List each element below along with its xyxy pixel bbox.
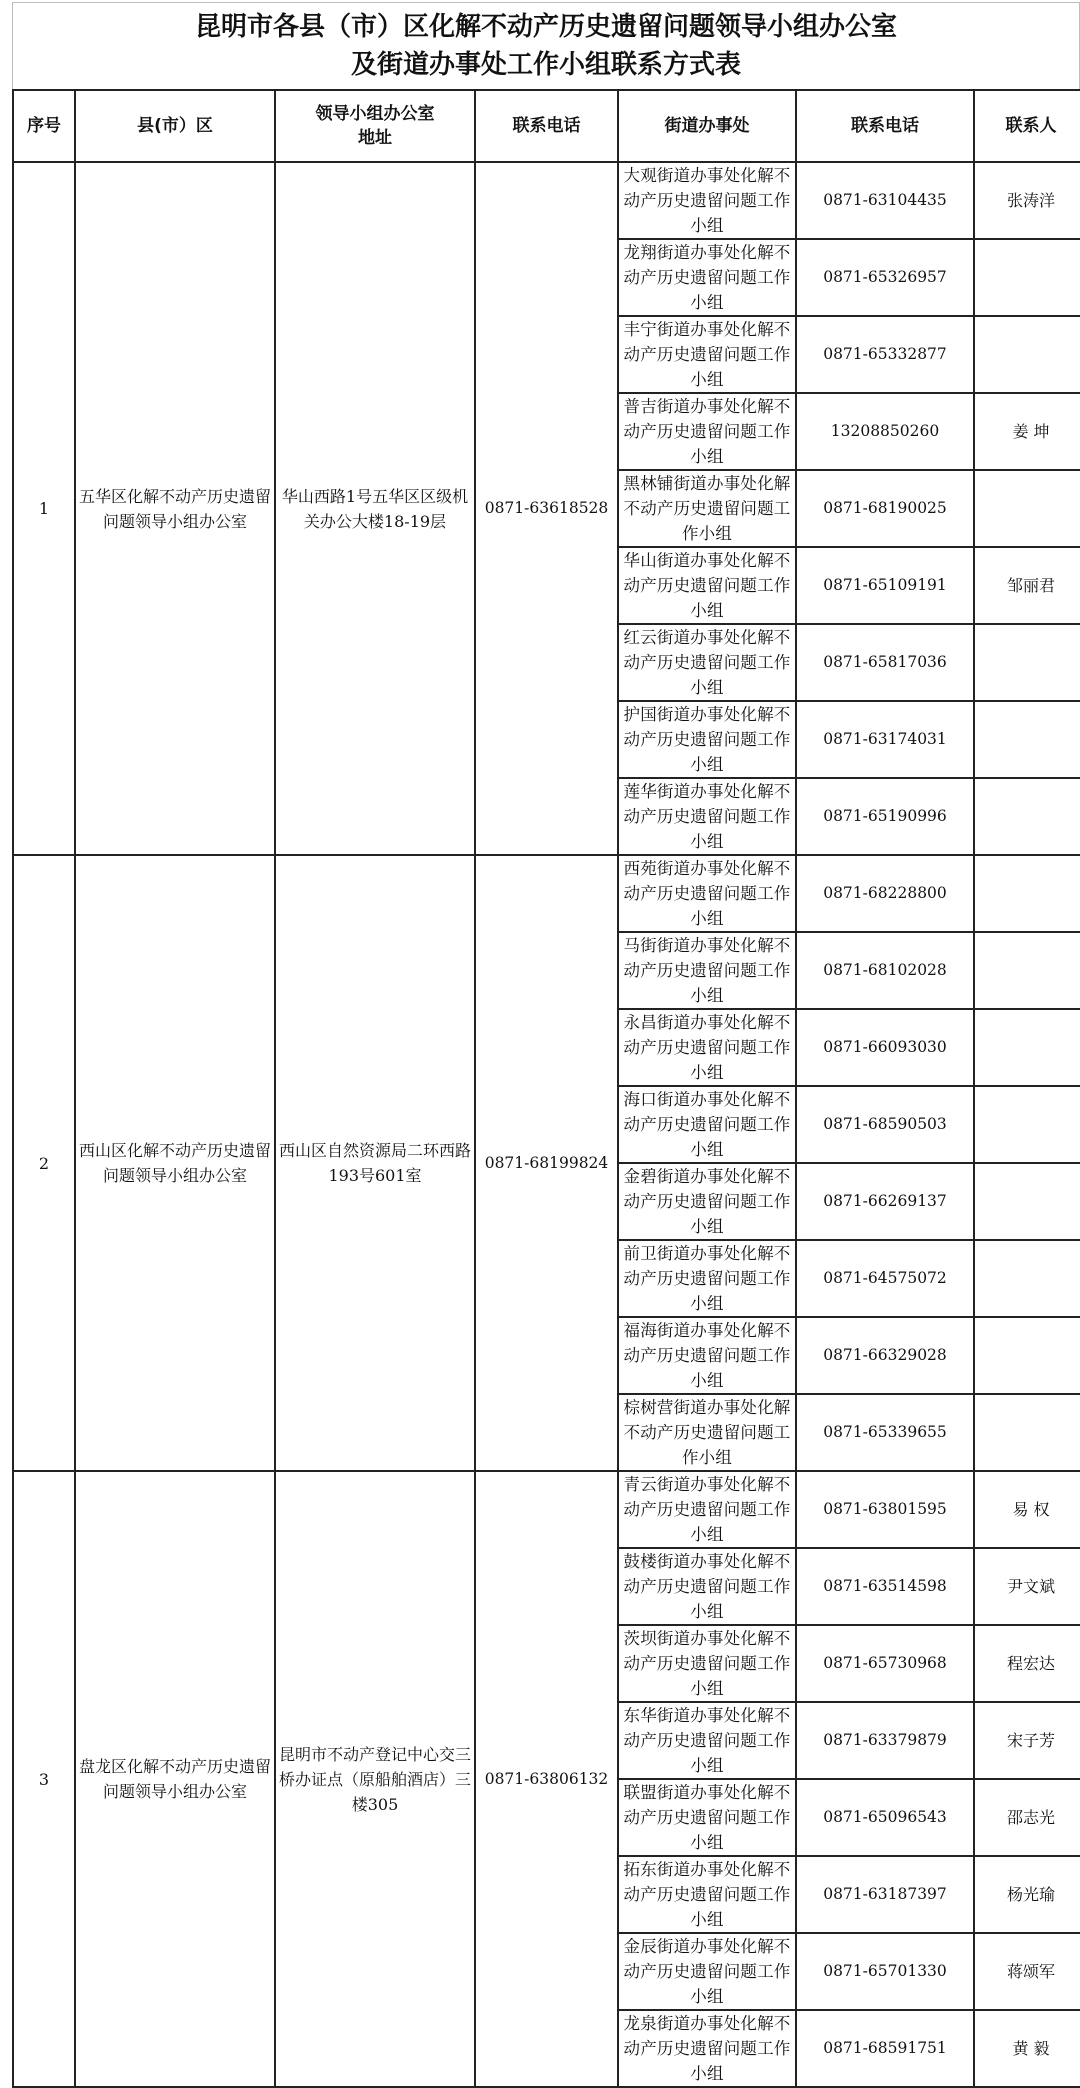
street-phone-cell: 0871-68102028 xyxy=(796,932,974,1009)
street-phone-cell: 0871-63104435 xyxy=(796,162,974,239)
contact-person-cell xyxy=(974,470,1080,547)
title-line-2: 及街道办事处工作小组联系方式表 xyxy=(350,50,741,80)
street-phone-cell: 0871-65701330 xyxy=(796,1933,974,2010)
contact-person-cell: 邹丽君 xyxy=(974,547,1080,624)
table-title xyxy=(12,2,1080,89)
street-name-cell: 龙翔街道办事处化解不动产历史遗留问题工作小组 xyxy=(618,239,796,316)
street-name-cell: 东华街道办事处化解不动产历史遗留问题工作小组 xyxy=(618,1702,796,1779)
contact-table-document xyxy=(12,2,1080,2083)
street-phone-cell: 0871-66329028 xyxy=(796,1317,974,1394)
contact-person-cell: 尹文斌 xyxy=(974,1548,1080,1625)
contact-person-cell: 黄 毅 xyxy=(974,2010,1080,2087)
street-name-cell: 莲华街道办事处化解不动产历史遗留问题工作小组 xyxy=(618,778,796,855)
street-phone-cell: 0871-63801595 xyxy=(796,1471,974,1548)
contact-person-cell xyxy=(974,701,1080,778)
office-address-cell: 华山西路1号五华区区级机关办公大楼18-19层 xyxy=(275,162,475,855)
contact-person-cell: 蒋颂军 xyxy=(974,1933,1080,2010)
street-name-cell: 普吉街道办事处化解不动产历史遗留问题工作小组 xyxy=(618,393,796,470)
group-index-cell: 2 xyxy=(13,855,75,1471)
contact-table xyxy=(12,89,1080,2088)
street-phone-cell: 0871-63514598 xyxy=(796,1548,974,1625)
table-row xyxy=(13,1471,1080,1548)
street-name-cell: 丰宁街道办事处化解不动产历史遗留问题工作小组 xyxy=(618,316,796,393)
office-phone-cell: 0871-63806132 xyxy=(475,1471,618,2087)
street-name-cell: 联盟街道办事处化解不动产历史遗留问题工作小组 xyxy=(618,1779,796,1856)
street-name-cell: 马街街道办事处化解不动产历史遗留问题工作小组 xyxy=(618,932,796,1009)
street-phone-cell: 0871-65339655 xyxy=(796,1394,974,1471)
street-phone-cell: 0871-63379879 xyxy=(796,1702,974,1779)
contact-person-cell: 宋子芳 xyxy=(974,1702,1080,1779)
street-phone-cell: 0871-65326957 xyxy=(796,239,974,316)
contact-person-cell xyxy=(974,624,1080,701)
table-body xyxy=(13,162,1080,2087)
street-phone-cell: 0871-68228800 xyxy=(796,855,974,932)
street-name-cell: 永昌街道办事处化解不动产历史遗留问题工作小组 xyxy=(618,1009,796,1086)
street-phone-cell: 0871-68591751 xyxy=(796,2010,974,2087)
street-phone-cell: 0871-65730968 xyxy=(796,1625,974,1702)
header-row xyxy=(13,90,1080,162)
street-phone-cell: 0871-65096543 xyxy=(796,1779,974,1856)
street-name-cell: 海口街道办事处化解不动产历史遗留问题工作小组 xyxy=(618,1086,796,1163)
contact-person-cell xyxy=(974,239,1080,316)
street-phone-cell: 0871-63187397 xyxy=(796,1856,974,1933)
header-contact: 联系人 xyxy=(974,90,1080,162)
district-name-cell: 盘龙区化解不动产历史遗留问题领导小组办公室 xyxy=(75,1471,275,2087)
street-name-cell: 西苑街道办事处化解不动产历史遗留问题工作小组 xyxy=(618,855,796,932)
street-name-cell: 华山街道办事处化解不动产历史遗留问题工作小组 xyxy=(618,547,796,624)
street-name-cell: 青云街道办事处化解不动产历史遗留问题工作小组 xyxy=(618,1471,796,1548)
contact-person-cell xyxy=(974,855,1080,932)
street-phone-cell: 0871-65332877 xyxy=(796,316,974,393)
contact-person-cell xyxy=(974,1086,1080,1163)
header-phone: 联系电话 xyxy=(475,90,618,162)
contact-person-cell xyxy=(974,778,1080,855)
street-phone-cell: 0871-64575072 xyxy=(796,1240,974,1317)
contact-person-cell: 杨光瑜 xyxy=(974,1856,1080,1933)
district-name-cell: 西山区化解不动产历史遗留问题领导小组办公室 xyxy=(75,855,275,1471)
street-phone-cell: 0871-66269137 xyxy=(796,1163,974,1240)
header-street-phone: 联系电话 xyxy=(796,90,974,162)
contact-person-cell xyxy=(974,1163,1080,1240)
street-phone-cell: 0871-68590503 xyxy=(796,1086,974,1163)
street-phone-cell: 0871-68190025 xyxy=(796,470,974,547)
header-district: 县(市）区 xyxy=(75,90,275,162)
street-name-cell: 茨坝街道办事处化解不动产历史遗留问题工作小组 xyxy=(618,1625,796,1702)
contact-person-cell: 张涛洋 xyxy=(974,162,1080,239)
contact-person-cell: 易 权 xyxy=(974,1471,1080,1548)
contact-person-cell xyxy=(974,316,1080,393)
street-name-cell: 龙泉街道办事处化解不动产历史遗留问题工作小组 xyxy=(618,2010,796,2087)
table-row xyxy=(13,162,1080,239)
group-index-cell: 3 xyxy=(13,1471,75,2087)
office-phone-cell: 0871-63618528 xyxy=(475,162,618,855)
street-name-cell: 大观街道办事处化解不动产历史遗留问题工作小组 xyxy=(618,162,796,239)
district-name-cell: 五华区化解不动产历史遗留问题领导小组办公室 xyxy=(75,162,275,855)
title-line-1: 昆明市各县（市）区化解不动产历史遗留问题领导小组办公室 xyxy=(194,12,897,42)
street-name-cell: 拓东街道办事处化解不动产历史遗留问题工作小组 xyxy=(618,1856,796,1933)
contact-person-cell xyxy=(974,1240,1080,1317)
contact-person-cell xyxy=(974,1394,1080,1471)
group-index-cell: 1 xyxy=(13,162,75,855)
street-phone-cell: 0871-63174031 xyxy=(796,701,974,778)
street-name-cell: 护国街道办事处化解不动产历史遗留问题工作小组 xyxy=(618,701,796,778)
street-name-cell: 前卫街道办事处化解不动产历史遗留问题工作小组 xyxy=(618,1240,796,1317)
office-address-cell: 昆明市不动产登记中心交三桥办证点（原船舶酒店）三楼305 xyxy=(275,1471,475,2087)
office-phone-cell: 0871-68199824 xyxy=(475,855,618,1471)
contact-person-cell xyxy=(974,1317,1080,1394)
street-name-cell: 红云街道办事处化解不动产历史遗留问题工作小组 xyxy=(618,624,796,701)
contact-person-cell: 程宏达 xyxy=(974,1625,1080,1702)
header-address: 领导小组办公室 地址 xyxy=(275,90,475,162)
contact-person-cell: 姜 坤 xyxy=(974,393,1080,470)
contact-person-cell: 邵志光 xyxy=(974,1779,1080,1856)
street-phone-cell: 0871-65190996 xyxy=(796,778,974,855)
street-name-cell: 金辰街道办事处化解不动产历史遗留问题工作小组 xyxy=(618,1933,796,2010)
header-index: 序号 xyxy=(13,90,75,162)
contact-person-cell xyxy=(974,1009,1080,1086)
street-phone-cell: 13208850260 xyxy=(796,393,974,470)
contact-person-cell xyxy=(974,932,1080,1009)
street-name-cell: 黑林铺街道办事处化解不动产历史遗留问题工作小组 xyxy=(618,470,796,547)
street-phone-cell: 0871-65109191 xyxy=(796,547,974,624)
office-address-cell: 西山区自然资源局二环西路193号601室 xyxy=(275,855,475,1471)
street-name-cell: 鼓楼街道办事处化解不动产历史遗留问题工作小组 xyxy=(618,1548,796,1625)
street-phone-cell: 0871-66093030 xyxy=(796,1009,974,1086)
street-phone-cell: 0871-65817036 xyxy=(796,624,974,701)
header-street: 街道办事处 xyxy=(618,90,796,162)
table-row xyxy=(13,855,1080,932)
street-name-cell: 金碧街道办事处化解不动产历史遗留问题工作小组 xyxy=(618,1163,796,1240)
street-name-cell: 福海街道办事处化解不动产历史遗留问题工作小组 xyxy=(618,1317,796,1394)
street-name-cell: 棕树营街道办事处化解不动产历史遗留问题工作小组 xyxy=(618,1394,796,1471)
